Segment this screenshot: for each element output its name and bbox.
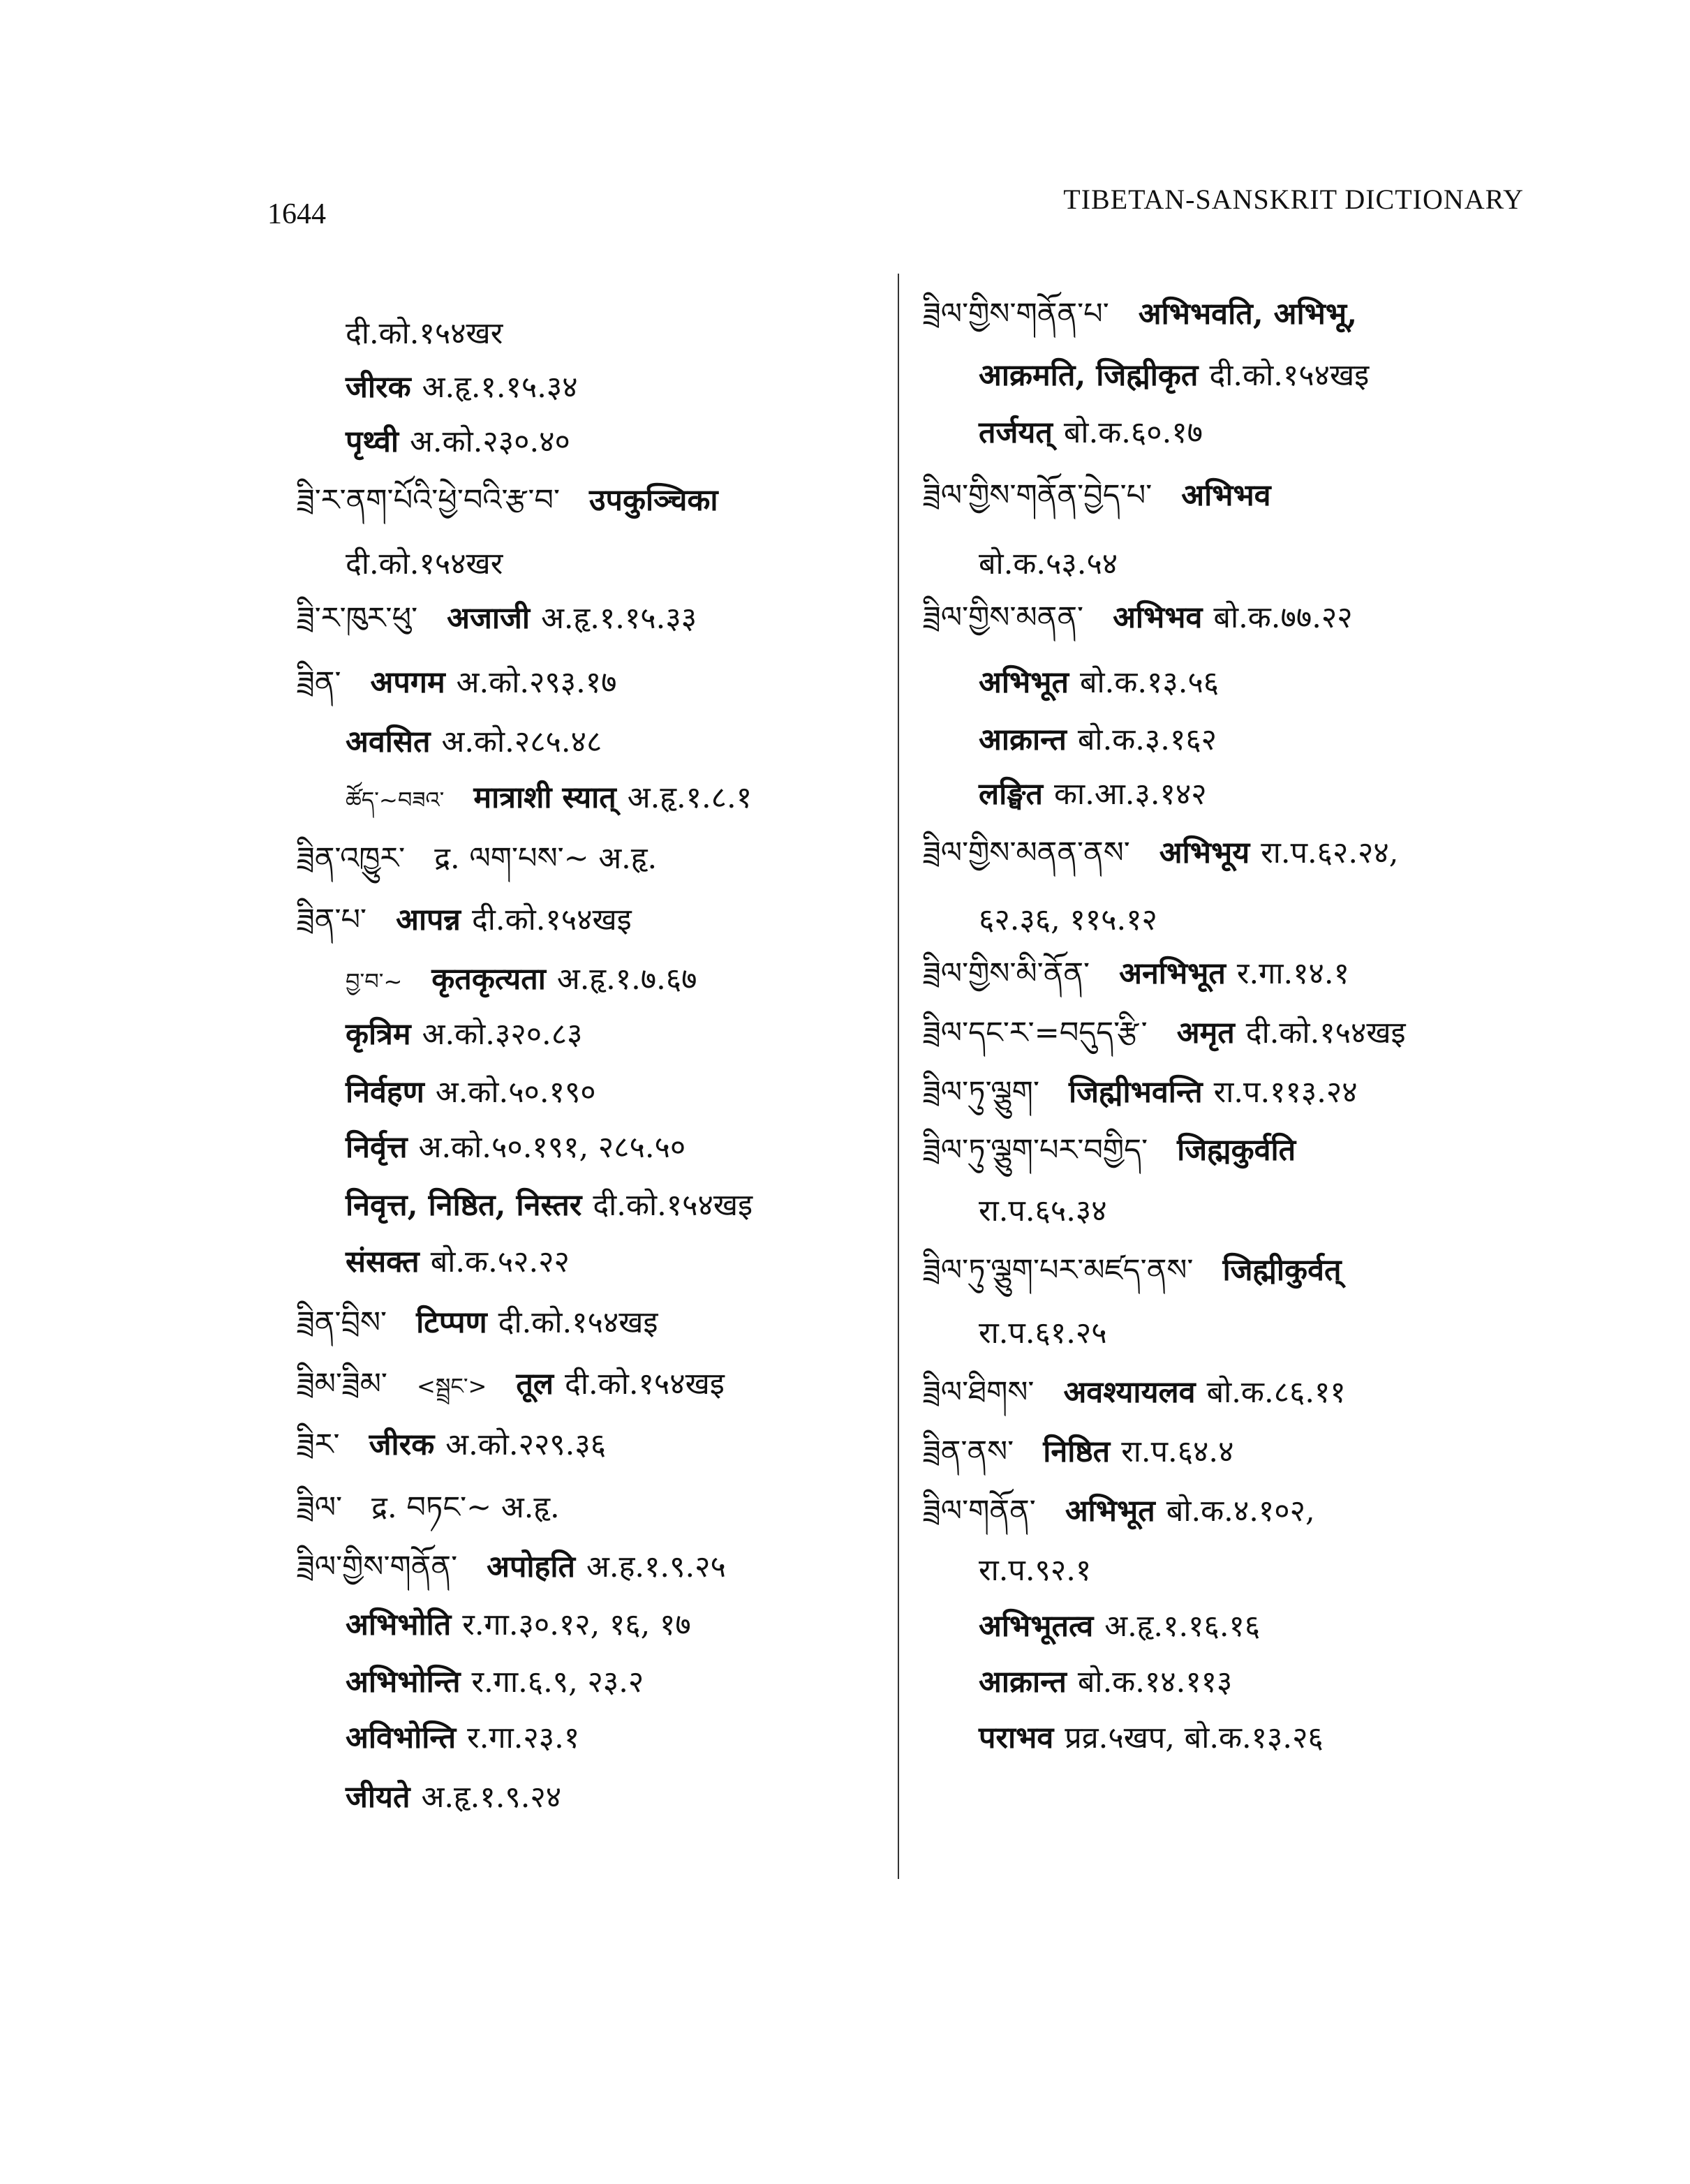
source-reference: अ.हृ.१.१५.३४ [422, 370, 578, 405]
tibetan-term: ཟྲིལ་གྱིས་མནན་ནས་ [923, 835, 1130, 870]
source-reference: र.गा.६.९, २३.२ [471, 1665, 644, 1700]
source-reference: दी.को.१५४खइ [471, 902, 632, 937]
sanskrit-equivalent: अभिभूतत्व [979, 1609, 1094, 1644]
sanskrit-equivalent: पृथ्वी [346, 424, 399, 459]
entry-line [923, 1129, 1296, 1171]
entry-line [297, 838, 657, 879]
entry-line [346, 421, 570, 463]
source-reference: अ.हृ.१.१५.३३ [541, 601, 697, 636]
source-reference: द्र. བཏང་~ अ.हृ. [371, 1490, 560, 1525]
tibetan-term: ཟྲིན་བྲིས་ [297, 1305, 387, 1340]
sanskrit-equivalent: अवश्यायलव [1063, 1375, 1196, 1410]
entry-line [346, 777, 752, 821]
entry-line [923, 1431, 1233, 1473]
sanskrit-equivalent: आक्रान्त [979, 722, 1067, 757]
entry-line [923, 475, 1271, 517]
source-reference: दी.को.१५४खइ [565, 1367, 725, 1402]
entry-line [297, 1546, 726, 1588]
entry-line [923, 832, 1398, 874]
source-reference: र.गा.३०.१२, १६, १७ [462, 1607, 691, 1642]
source-reference: दी.को.१५४खइ [593, 1188, 753, 1223]
sanskrit-equivalent: आक्रान्त [979, 1665, 1067, 1700]
entry-line [346, 1717, 579, 1759]
entry-line [297, 597, 697, 639]
entry-line [923, 1012, 1406, 1054]
tibetan-term: ཟྲི་ར་ཁུར་ཕུ་ [297, 601, 418, 636]
entry-line [346, 1604, 691, 1646]
sanskrit-equivalent: निर्वृत्त [346, 1130, 408, 1165]
tibetan-term: ཟྲིལ་ཏུ་ལྕུག་ [923, 1075, 1039, 1110]
tibetan-term: ཟྲིལ་གྱིས་གནོན་བྱེད་པ་ [923, 478, 1152, 513]
entry-line [979, 1717, 1324, 1759]
tibetan-term: ཟྲིལ་དང་ར་=བདུད་རྩི་ [923, 1016, 1148, 1050]
source-reference: रा.प.६१.२५ [979, 1316, 1107, 1351]
sanskrit-equivalent: अभिभोन्ति [346, 1665, 461, 1700]
tibetan-term: ཟྲིར་ [297, 1427, 340, 1462]
sanskrit-equivalent: अविभोन्ति [346, 1721, 457, 1755]
source-reference: बो.क.६०.१७ [1063, 415, 1203, 450]
source-reference: बो.क.५२.२२ [430, 1245, 570, 1279]
source-reference: रा.प.६२.२४, [1261, 835, 1399, 870]
sanskrit-equivalent: आपन्न [396, 902, 461, 937]
tibetan-term: ཟྲིམ་ཟྲིམ་ [297, 1367, 387, 1402]
entry-line [979, 355, 1369, 396]
sanskrit-equivalent: पराभव [979, 1721, 1054, 1755]
entry-line [979, 543, 1118, 585]
entry-line [297, 899, 632, 941]
tibetan-term: ཟྲིལ་ [297, 1490, 343, 1525]
sanskrit-equivalent: जिह्मकुर्वति [1177, 1133, 1296, 1168]
sanskrit-equivalent: टिप्पण [416, 1305, 487, 1340]
sanskrit-equivalent: मात्राशी स्यात् [473, 780, 616, 815]
source-reference: दी.को.१५४खइ [498, 1305, 658, 1340]
entry-line [346, 1776, 561, 1818]
entry-line [979, 662, 1219, 704]
source-reference: अ.को.३२०.८३ [422, 1017, 583, 1052]
entry-line [923, 953, 1349, 995]
source-reference: अ.को.५०.१९० [435, 1075, 596, 1110]
source-reference: दी.को.१५४खर [346, 316, 503, 351]
sanskrit-equivalent: लङ्घित [979, 777, 1044, 812]
source-reference: दी.को.१५४खइ [1245, 1016, 1406, 1050]
sanskrit-equivalent: अभिभवति, अभिभू, [1138, 297, 1358, 332]
running-title: TIBETAN-SANSKRIT DICTIONARY [1063, 184, 1524, 215]
source-reference: अ.हृ.१.९.२४ [421, 1780, 562, 1815]
entry-line [346, 1661, 644, 1703]
source-reference: दी.को.१५४खइ [1209, 358, 1370, 393]
entry-line [979, 1605, 1260, 1647]
source-reference: बो.क.१३.५६ [1079, 665, 1220, 700]
entry-line [346, 543, 503, 585]
source-reference: रा.प.६४.४ [1121, 1434, 1234, 1469]
sanskrit-equivalent: कृत्रिम [346, 1017, 411, 1052]
source-reference: अ.को.२२९.३६ [445, 1427, 607, 1462]
source-reference: र.गा.१४.१ [1236, 956, 1349, 991]
sanskrit-equivalent: अजाजी [447, 601, 531, 636]
source-reference: अ.ह.१.९.२५ [586, 1550, 726, 1584]
sanskrit-equivalent: अभिभव [1113, 600, 1203, 635]
sanskrit-equivalent: अभिभव [1181, 478, 1271, 513]
source-reference: बो.क.७७.२२ [1213, 600, 1353, 635]
sanskrit-equivalent: अपोहति [487, 1550, 576, 1584]
source-reference: र.गा.२३.१ [467, 1721, 580, 1755]
entry-line [346, 1184, 753, 1226]
source-reference: रा.प.११३.२४ [1213, 1075, 1358, 1110]
sanskrit-equivalent: तर्जयत् [979, 415, 1053, 450]
entry-line [346, 1013, 582, 1055]
sanskrit-equivalent: आक्रमति, जिह्मीकृत [979, 358, 1199, 393]
source-reference: बो.क.८६.११ [1206, 1375, 1346, 1410]
sanskrit-equivalent: अनभिभूत [1119, 956, 1226, 991]
entry-line [923, 1071, 1358, 1113]
entry-line [979, 773, 1207, 815]
entry-line [979, 899, 1157, 941]
entry-line [923, 1372, 1346, 1413]
tibetan-term: ཟྲིལ་ཏུ་ལྕུག་པར་མཛད་ནས་ [923, 1253, 1194, 1288]
source-reference: रा.प.६५.३४ [979, 1194, 1107, 1228]
tibetan-term: ཟྲིན་ [297, 665, 341, 700]
sanskrit-equivalent: जिह्मीभवन्ति [1068, 1075, 1203, 1110]
source-reference: अ.हृ.१.८.१ [627, 780, 753, 815]
entry-line [297, 1363, 725, 1407]
tibetan-term: ཟྲིལ་གྱིས་གནོན་ [297, 1550, 458, 1584]
sanskrit-equivalent: अभिभोति [346, 1607, 452, 1642]
sanskrit-equivalent: जिह्मीकुर्वत् [1222, 1253, 1342, 1288]
source-reference: प्रव्र.५खप, बो.क.१३.२६ [1065, 1721, 1324, 1755]
entry-line [297, 480, 718, 521]
entry-line [297, 1424, 606, 1466]
sanskrit-equivalent: जीयते [346, 1780, 410, 1815]
entry-line [346, 958, 697, 1002]
tibetan-qualifier: ཚོད་~བཟའ་ [346, 787, 445, 813]
tibetan-term: ཟྲིན་འཁྱུར་ [297, 841, 406, 876]
sanskrit-equivalent: जीरक [346, 370, 411, 405]
source-reference: बो.क.५३.५४ [979, 547, 1118, 581]
sanskrit-equivalent: कृतकृत्यता [431, 962, 546, 997]
entry-line [297, 1487, 560, 1529]
sanskrit-equivalent: अमृत [1176, 1016, 1235, 1050]
column-divider [898, 274, 899, 1879]
tibetan-term: ཟྲིལ་གྱིས་མནན་ [923, 600, 1084, 635]
entry-line [346, 1127, 685, 1168]
tibetan-term: ཟྲིན་ནས་ [923, 1434, 1014, 1469]
entry-line [923, 1249, 1342, 1291]
tibetan-qualifier: <སྦྲང་> [416, 1373, 487, 1399]
source-reference: ६२.३६, ११५.१२ [979, 902, 1157, 937]
page-number: 1644 [267, 198, 326, 230]
entry-line [346, 313, 503, 355]
source-reference: द्र. ལག་པས་~ अ.हृ. [434, 841, 658, 876]
entry-line [346, 721, 602, 763]
sanskrit-equivalent: अभिभूत [1065, 1494, 1155, 1529]
source-reference: बो.क.३.१६२ [1077, 722, 1217, 757]
source-reference: अ.को.२९३.१७ [456, 665, 617, 700]
source-reference: का.आ.३.१४२ [1054, 777, 1207, 812]
source-reference: रा.प.९२.१ [979, 1553, 1092, 1588]
entry-line [297, 1302, 658, 1344]
source-reference: अ.को.५०.१९१, २८५.५० [418, 1130, 686, 1165]
entry-line [346, 1071, 596, 1113]
tibetan-term: ཟྲིལ་ཐིགས་ [923, 1375, 1035, 1410]
source-reference: दी.को.१५४खर [346, 547, 503, 581]
tibetan-term: ཟྲིལ་གྱིས་གནོན་པ་ [923, 297, 1109, 332]
entry-line [346, 1241, 570, 1283]
source-reference: बो.क.१४.११३ [1077, 1665, 1233, 1700]
entry-line [979, 1550, 1091, 1591]
tibetan-term: ཟྲིལ་གྱིས་མི་ནོན་ [923, 956, 1090, 991]
entry-line [979, 1661, 1232, 1703]
entry-line [923, 597, 1353, 639]
sanskrit-equivalent: उपकुञ्चिका [588, 483, 718, 518]
sanskrit-equivalent: अभिभूय [1159, 835, 1250, 870]
entry-line [297, 662, 617, 704]
entry-line [979, 1190, 1107, 1232]
sanskrit-equivalent: अभिभूत [979, 665, 1069, 700]
entry-line [979, 1312, 1107, 1354]
entry-line [979, 412, 1203, 454]
entry-line [346, 366, 578, 408]
tibetan-term: ཟྲི་ར་ནག་པོའི་ཕྱེ་བའི་རྩ་བ་ [297, 483, 560, 518]
sanskrit-equivalent: अपगम [370, 665, 445, 700]
source-reference: अ.हृ.१.१६.१६ [1104, 1609, 1261, 1644]
tibetan-term: ཟྲིལ་གནོན་ [923, 1494, 1036, 1529]
source-reference: अ.हृ.१.७.६७ [556, 962, 697, 997]
source-reference: बो.क.४.१०२, [1166, 1494, 1315, 1529]
sanskrit-equivalent: निवृत्त, निष्ठित, निस्तर [346, 1188, 582, 1223]
sanskrit-equivalent: निष्ठित [1043, 1434, 1111, 1469]
tibetan-qualifier: བྱ་བ་~ [346, 968, 403, 995]
sanskrit-equivalent: जीरक [369, 1427, 435, 1462]
sanskrit-equivalent: तूल [516, 1367, 554, 1402]
entry-line [923, 1490, 1315, 1532]
entry-line [923, 293, 1357, 335]
source-reference: अ.को.२३०.४० [410, 424, 570, 459]
entry-line [979, 719, 1217, 761]
source-reference: अ.को.२८५.४८ [441, 725, 602, 759]
sanskrit-equivalent: अवसित [346, 725, 431, 759]
tibetan-term: ཟྲིལ་ཏུ་ལྕུག་པར་བགྱིད་ [923, 1133, 1148, 1168]
sanskrit-equivalent: निर्वहण [346, 1075, 424, 1110]
tibetan-term: ཟྲིན་པ་ [297, 902, 367, 937]
sanskrit-equivalent: संसक्त [346, 1245, 420, 1279]
